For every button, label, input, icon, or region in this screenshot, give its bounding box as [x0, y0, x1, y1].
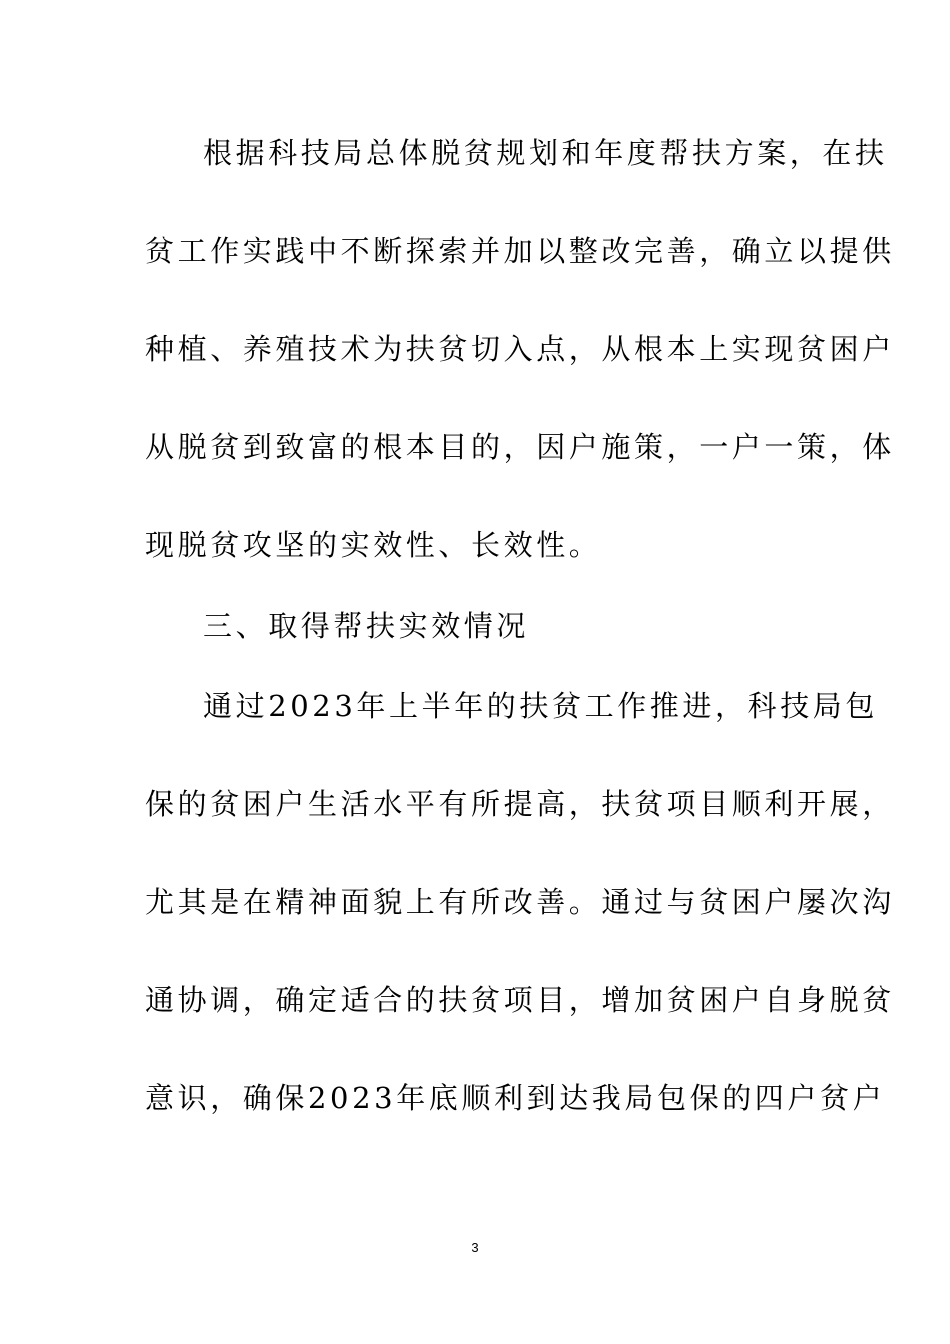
section-heading: 三、取得帮扶实效情况 — [203, 609, 530, 643]
paragraph-2-line-3: 尤其是在精神面貌上有所改善。通过与贫困户屡次沟 — [145, 885, 895, 919]
paragraph-2-line-4: 通协调，确定适合的扶贫项目，增加贫困户自身脱贫 — [145, 983, 895, 1017]
paragraph-2-line-1: 通过2023年上半年的扶贫工作推进，科技局包 — [203, 689, 879, 723]
paragraph-1-line-4: 从脱贫到致富的根本目的，因户施策，一户一策，体 — [145, 430, 895, 464]
paragraph-1-line-2: 贫工作实践中不断探索并加以整改完善，确立以提供 — [145, 234, 895, 268]
paragraph-1-line-1: 根据科技局总体脱贫规划和年度帮扶方案，在扶 — [203, 136, 888, 170]
paragraph-1-line-3: 种植、养殖技术为扶贫切入点，从根本上实现贫困户 — [145, 332, 895, 366]
paragraph-2-line-5: 意识，确保2023年底顺利到达我局包保的四户贫户 — [145, 1081, 886, 1115]
paragraph-1-line-5: 现脱贫攻坚的实效性、长效性。 — [145, 528, 602, 562]
page-number: 3 — [471, 1240, 479, 1255]
paragraph-2-line-2: 保的贫困户生活水平有所提高，扶贫项目顺利开展， — [145, 787, 895, 821]
